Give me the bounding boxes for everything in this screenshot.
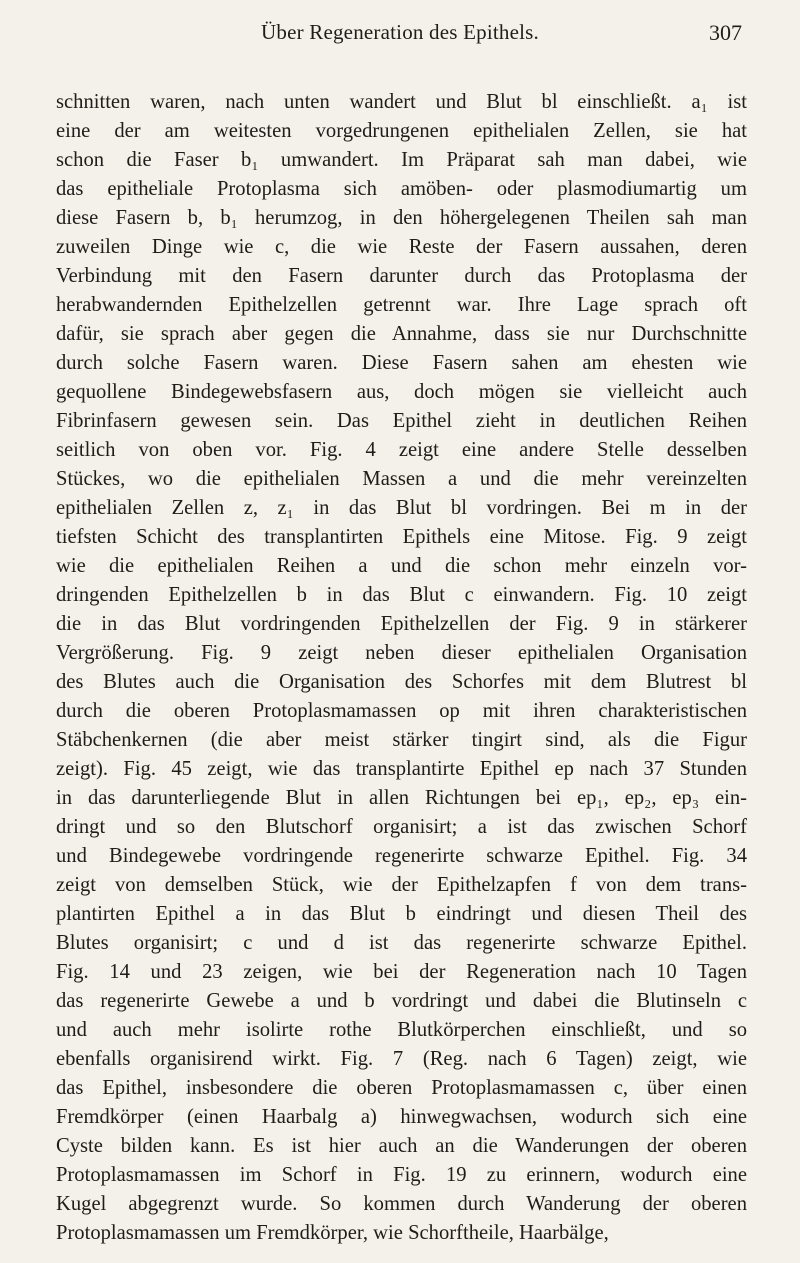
text-line: das regenerirte Gewebe a und b vordringt und dabei die Blutinseln c [56, 990, 747, 1012]
text-line: in das darunterliegende Blut in allen Richtungen bei ep₁, ep₂, ep₃ ein- [56, 787, 747, 809]
running-title: Über Regeneration des Epithels. [261, 20, 539, 44]
text-line: die in das Blut vordringenden Epithelzellen der Fig. 9 in stärkerer [56, 613, 747, 635]
text-line: Protoplasmamassen um Fremdkörper, wie Schorftheile, Haarbälge, [56, 1222, 609, 1244]
text-line: gequollene Bindegewebsfasern aus, doch mögen sie vielleicht auch [56, 381, 747, 403]
page-number: 307 [709, 20, 742, 45]
text-line: Cyste bilden kann. Es ist hier auch an die Wanderungen der oberen [56, 1135, 747, 1157]
text-line: diese Fasern b, b₁ herumzog, in den höhergelegenen Theilen sah man [56, 207, 747, 229]
text-line: eine der am weitesten vorgedrungenen epithelialen Zellen, sie hat [56, 120, 747, 142]
text-line: dafür, sie sprach aber gegen die Annahme, dass sie nur Durchschnitte [56, 323, 747, 345]
text-line: epithelialen Zellen z, z₁ in das Blut bl vordringen. Bei m in der [56, 497, 747, 519]
text-line: seitlich von oben vor. Fig. 4 zeigt eine andere Stelle desselben [56, 439, 747, 461]
text-line: Stückes, wo die epithelialen Massen a und die mehr vereinzelten [56, 468, 747, 490]
text-line: Fibrinfasern gewesen sein. Das Epithel zieht in deutlichen Reihen [56, 410, 747, 432]
text-line: dringt und so den Blutschorf organisirt; a ist das zwischen Schorf [56, 816, 747, 838]
text-line: Vergrößerung. Fig. 9 zeigt neben dieser epithelialen Organisation [56, 642, 747, 664]
text-line: wie die epithelialen Reihen a und die schon mehr einzeln vor- [56, 555, 747, 577]
text-line: Stäbchenkernen (die aber meist stärker tingirt sind, als die Figur [56, 729, 747, 751]
text-line: herabwandernden Epithelzellen getrennt war. Ihre Lage sprach oft [56, 294, 747, 316]
text-line: und Bindegewebe vordringende regenerirte schwarze Epithel. Fig. 34 [56, 845, 747, 867]
text-line: Protoplasmamassen im Schorf in Fig. 19 zu erinnern, wodurch eine [56, 1164, 747, 1186]
text-line: durch solche Fasern waren. Diese Fasern sahen am ehesten wie [56, 352, 747, 374]
text-line: zuweilen Dinge wie c, die wie Reste der Fasern aussahen, deren [56, 236, 747, 258]
text-line: Kugel abgegrenzt wurde. So kommen durch Wanderung der oberen [56, 1193, 747, 1215]
text-line: tiefsten Schicht des transplantirten Epithels eine Mitose. Fig. 9 zeigt [56, 526, 747, 548]
text-line: und auch mehr isolirte rothe Blutkörperchen einschließt, und so [56, 1019, 747, 1041]
text-line: das Epithel, insbesondere die oberen Protoplasmamassen c, über einen [56, 1077, 747, 1099]
text-line: ebenfalls organisirend wirkt. Fig. 7 (Reg. nach 6 Tagen) zeigt, wie [56, 1048, 747, 1070]
running-head [0, 10, 800, 50]
text-line: das epitheliale Protoplasma sich amöben- oder plasmodiumartig um [56, 178, 747, 200]
text-line: zeigt). Fig. 45 zeigt, wie das transplantirte Epithel ep nach 37 Stunden [56, 758, 747, 780]
text-line: Fremdkörper (einen Haarbalg a) hinwegwachsen, wodurch sich eine [56, 1106, 747, 1128]
text-line: Blutes organisirt; c und d ist das regenerirte schwarze Epithel. [56, 932, 747, 954]
text-line: des Blutes auch die Organisation des Schorfes mit dem Blutrest bl [56, 671, 747, 693]
body-paragraph [56, 88, 747, 1248]
text-line: plantirten Epithel a in das Blut b eindringt und diesen Theil des [56, 903, 747, 925]
text-line: durch die oberen Protoplasmamassen op mit ihren charakteristischen [56, 700, 747, 722]
text-line: Fig. 14 und 23 zeigen, wie bei der Regeneration nach 10 Tagen [56, 961, 747, 983]
text-line: schnitten waren, nach unten wandert und Blut bl einschließt. a₁ ist [56, 91, 747, 113]
text-line: schon die Faser b₁ umwandert. Im Präparat sah man dabei, wie [56, 149, 747, 171]
text-line: Verbindung mit den Fasern darunter durch das Protoplasma der [56, 265, 747, 287]
text-line: dringenden Epithelzellen b in das Blut c einwandern. Fig. 10 zeigt [56, 584, 747, 606]
text-line: zeigt von demselben Stück, wie der Epithelzapfen f von dem trans- [56, 874, 747, 896]
